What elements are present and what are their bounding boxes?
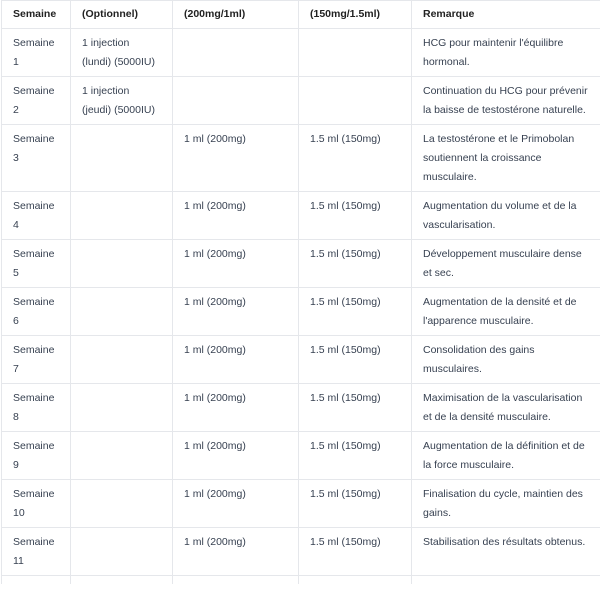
dose-150-cell: 1.5 ml (150mg) [299, 432, 412, 480]
dose-200-cell: 1 ml (200mg) [173, 480, 299, 528]
dose-200-cell: 1 ml (200mg) [173, 336, 299, 384]
optional-cell [71, 240, 173, 288]
remark-cell: Stabilisation des résultats obtenus. [412, 528, 600, 576]
dose-200-cell [173, 29, 299, 77]
dose-150-cell: 1.5 ml (150mg) [299, 384, 412, 432]
dose-200-cell: 1 ml (200mg) [173, 240, 299, 288]
remark-cell: Consolidation des gains musculaires. [412, 336, 600, 384]
week-cell: Semaine 5 [2, 240, 71, 288]
optional-cell [71, 480, 173, 528]
table-row [2, 384, 600, 432]
empty-cell [71, 576, 173, 585]
dose-150-cell: 1.5 ml (150mg) [299, 336, 412, 384]
optional-cell [71, 432, 173, 480]
week-cell: Semaine 7 [2, 336, 71, 384]
optional-cell [71, 336, 173, 384]
empty-cell [173, 576, 299, 585]
table-row [2, 125, 600, 192]
week-cell: Semaine 11 [2, 528, 71, 576]
remark-cell: Augmentation du volume et de la vascularisation. [412, 192, 600, 240]
optional-cell [71, 125, 173, 192]
dose-150-cell [299, 77, 412, 125]
week-cell: Semaine 10 [2, 480, 71, 528]
empty-cell [412, 576, 600, 585]
optional-cell [71, 528, 173, 576]
table-row [2, 336, 600, 384]
header-dose-200: (200mg/1ml) [173, 1, 299, 29]
dose-150-cell: 1.5 ml (150mg) [299, 528, 412, 576]
remark-cell: Continuation du HCG pour prévenir la baisse de testostérone naturelle. [412, 77, 600, 125]
dose-200-cell: 1 ml (200mg) [173, 192, 299, 240]
dose-200-cell: 1 ml (200mg) [173, 384, 299, 432]
dose-150-cell: 1.5 ml (150mg) [299, 288, 412, 336]
optional-cell [71, 192, 173, 240]
week-cell: Semaine 9 [2, 432, 71, 480]
dose-150-cell: 1.5 ml (150mg) [299, 125, 412, 192]
week-cell: Semaine 1 [2, 29, 71, 77]
remark-cell: Augmentation de la densité et de l'apparence musculaire. [412, 288, 600, 336]
remark-cell: Maximisation de la vascularisation et de la densité musculaire. [412, 384, 600, 432]
remark-cell: La testostérone et le Primobolan soutiennent la croissance musculaire. [412, 125, 600, 192]
header-optional: (Optionnel) [71, 1, 173, 29]
table-row [2, 77, 600, 125]
dose-200-cell: 1 ml (200mg) [173, 125, 299, 192]
injection-schedule-table [1, 0, 600, 584]
week-cell: Semaine 8 [2, 384, 71, 432]
table-row [2, 480, 600, 528]
header-week: Semaine [2, 1, 71, 29]
remark-cell: HCG pour maintenir l'équilibre hormonal. [412, 29, 600, 77]
dose-150-cell: 1.5 ml (150mg) [299, 192, 412, 240]
week-cell: Semaine 2 [2, 77, 71, 125]
remark-cell: Finalisation du cycle, maintien des gains. [412, 480, 600, 528]
table-row [2, 432, 600, 480]
table-row-partial [2, 576, 600, 585]
week-cell: Semaine 4 [2, 192, 71, 240]
optional-cell: 1 injection (lundi) (5000IU) [71, 29, 173, 77]
remark-cell: Augmentation de la définition et de la force musculaire. [412, 432, 600, 480]
empty-cell [2, 576, 71, 585]
table-row [2, 192, 600, 240]
optional-cell [71, 288, 173, 336]
remark-cell: Développement musculaire dense et sec. [412, 240, 600, 288]
dose-150-cell: 1.5 ml (150mg) [299, 480, 412, 528]
optional-cell [71, 384, 173, 432]
dose-200-cell: 1 ml (200mg) [173, 288, 299, 336]
table-row [2, 288, 600, 336]
dose-150-cell: 1.5 ml (150mg) [299, 240, 412, 288]
dose-200-cell [173, 77, 299, 125]
header-dose-150: (150mg/1.5ml) [299, 1, 412, 29]
table-row [2, 528, 600, 576]
week-cell: Semaine 3 [2, 125, 71, 192]
dose-200-cell: 1 ml (200mg) [173, 432, 299, 480]
table-row [2, 29, 600, 77]
optional-cell: 1 injection (jeudi) (5000IU) [71, 77, 173, 125]
header-remark: Remarque [412, 1, 600, 29]
table-header [2, 1, 600, 29]
dose-150-cell [299, 29, 412, 77]
week-cell: Semaine 6 [2, 288, 71, 336]
table-row [2, 240, 600, 288]
empty-cell [299, 576, 412, 585]
header-row [2, 1, 600, 29]
table-body [2, 29, 600, 585]
dose-200-cell: 1 ml (200mg) [173, 528, 299, 576]
